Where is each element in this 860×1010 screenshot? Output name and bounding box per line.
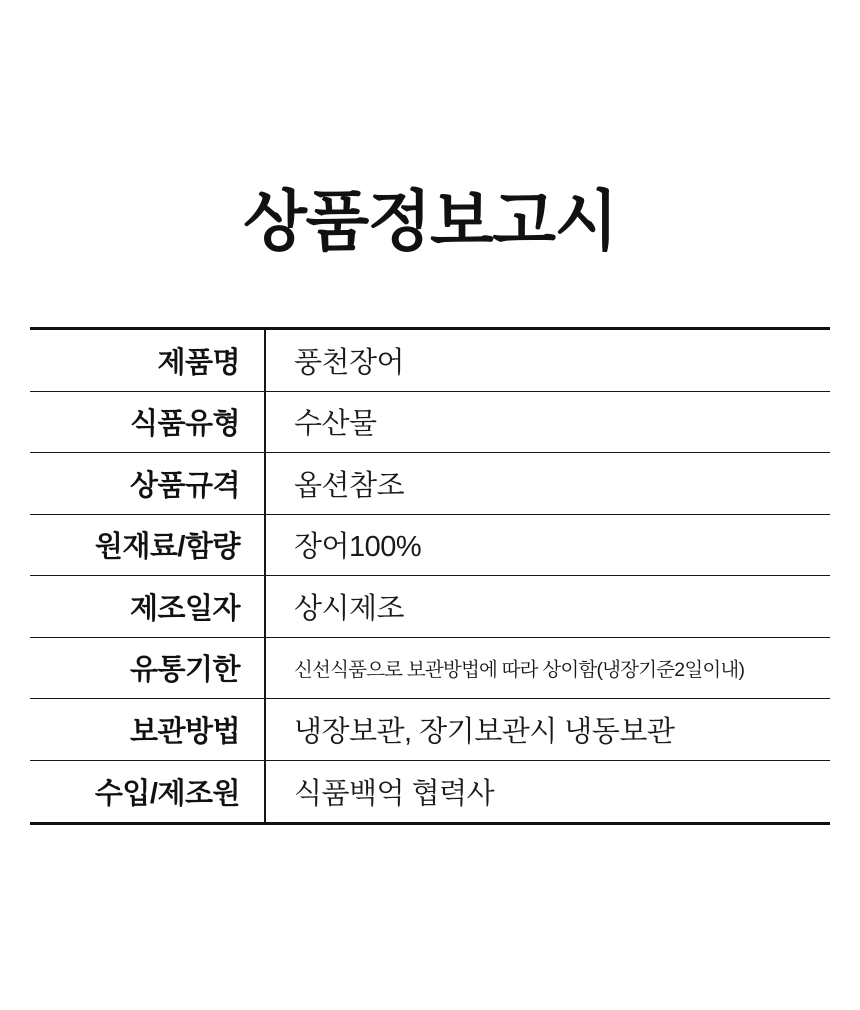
row-value: 상시제조 bbox=[294, 592, 405, 625]
table-row-manufacture-date bbox=[30, 576, 830, 638]
row-value: 장어100% bbox=[294, 531, 422, 564]
row-value: 식품백억 협력사 bbox=[294, 777, 495, 810]
row-value: 신선식품으로 보관방법에 따라 상이함(냉장기준2일이내) bbox=[294, 658, 745, 681]
table-row-product-spec bbox=[30, 453, 830, 515]
row-label: 보관방법 bbox=[30, 699, 266, 760]
table-row-importer-manufacturer bbox=[30, 761, 830, 823]
row-label: 상품규격 bbox=[30, 453, 266, 514]
table-row-product-name bbox=[30, 330, 830, 392]
row-label: 원재료/함량 bbox=[30, 515, 266, 576]
table-row-food-type bbox=[30, 392, 830, 454]
row-value: 옵션참조 bbox=[294, 469, 405, 502]
row-value: 냉장보관, 장기보관시 냉동보관 bbox=[294, 715, 675, 748]
page-title: 상품정보고시 bbox=[243, 184, 617, 258]
row-label: 제조일자 bbox=[30, 576, 266, 637]
row-label: 식품유형 bbox=[30, 392, 266, 453]
row-label: 제품명 bbox=[30, 330, 266, 391]
row-label: 수입/제조원 bbox=[30, 761, 266, 823]
table-row-ingredients bbox=[30, 515, 830, 577]
row-value: 수산물 bbox=[294, 408, 377, 441]
row-value: 풍천장어 bbox=[294, 346, 405, 379]
row-label: 유통기한 bbox=[30, 638, 266, 699]
table-row-storage bbox=[30, 699, 830, 761]
product-info-table bbox=[30, 327, 830, 825]
table-row-expiry bbox=[30, 638, 830, 700]
